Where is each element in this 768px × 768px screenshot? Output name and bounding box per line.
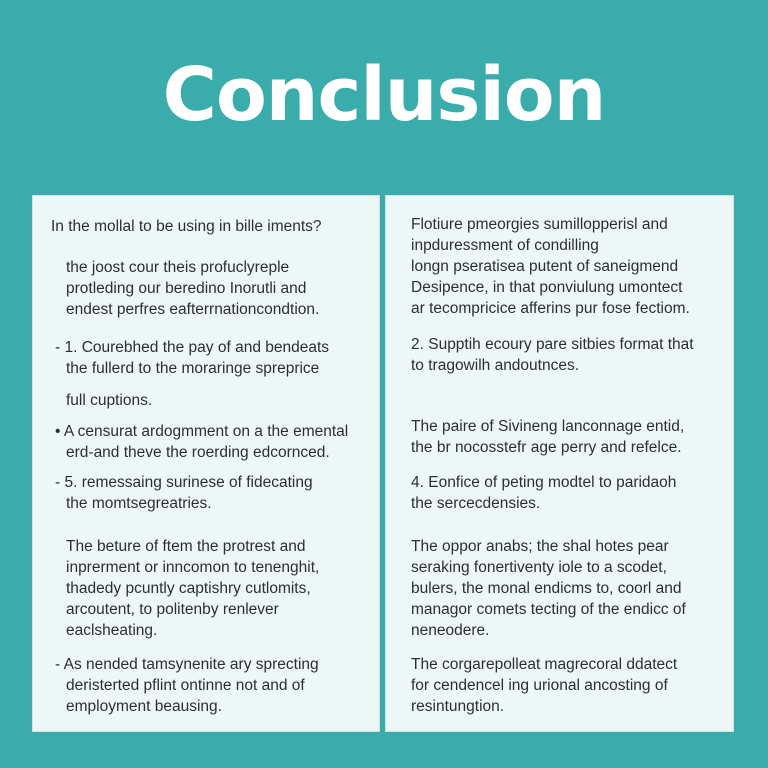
left-paragraph-2: full cuptions. xyxy=(66,392,153,409)
left-bullet-4: - As nended tamsynenite ary sprecting deristerted pflint ontinne not and of employment beausing. xyxy=(55,656,319,715)
right-paragraph-2: 2. Supptih ecoury pare sitbies format that to tragowilh andoutnces. xyxy=(411,336,694,374)
left-panel xyxy=(32,195,380,732)
right-paragraph-3: The paire of Sivineng lanconnage entid, the br nocosstefr age perry and refelce. xyxy=(411,418,685,456)
left-bullet-3: - 5. remessaing surinese of fidecating the momtsegreatries. xyxy=(55,474,313,512)
left-bullet-2: • A censurat ardogmment on a the emental erd-and theve the roerding edcornced. xyxy=(55,423,349,461)
left-heading: In the mollal to be using in bille iments? xyxy=(51,218,322,235)
right-paragraph-5: The oppor anabs; the shal hotes pear seraking fonertiventy iole to a scodet, bulers, the monal endicms to, coorl and managor comets tecting of the endicc of neneodere. xyxy=(411,538,686,639)
right-panel xyxy=(385,195,734,732)
left-bullet-1: - 1. Courebhed the pay of and bendeats the fullerd to the moraringe spreprice xyxy=(55,339,330,377)
page-title: Conclusion xyxy=(162,52,606,138)
left-paragraph-3: The beture of ftem the protrest and inprerment or inncomon to tenenghit, thadedy pcuntly captishry cutlomits, arcoutent, to politenby renlever eaclsheating. xyxy=(66,538,320,639)
right-paragraph-6: The corgarepolleat magrecoral ddatect for cendencel ing urional ancosting of resintungtion. xyxy=(411,656,678,715)
right-paragraph-4: 4. Eonfice of peting modtel to paridaoh the sercecdensies. xyxy=(411,474,677,512)
right-paragraph-1: Flotiure pmeorgies sumillopperisl and inpduressment of condilling longn pseratisea putent of saneigmend Desipence, in that ponviulung umontect ar tecompricice afferins pur fose fectiom. xyxy=(411,216,690,317)
left-paragraph: the joost cour theis profuclyreple protleding our beredino Inorutli and endest perfres eafterrnationcondtion. xyxy=(66,259,320,318)
